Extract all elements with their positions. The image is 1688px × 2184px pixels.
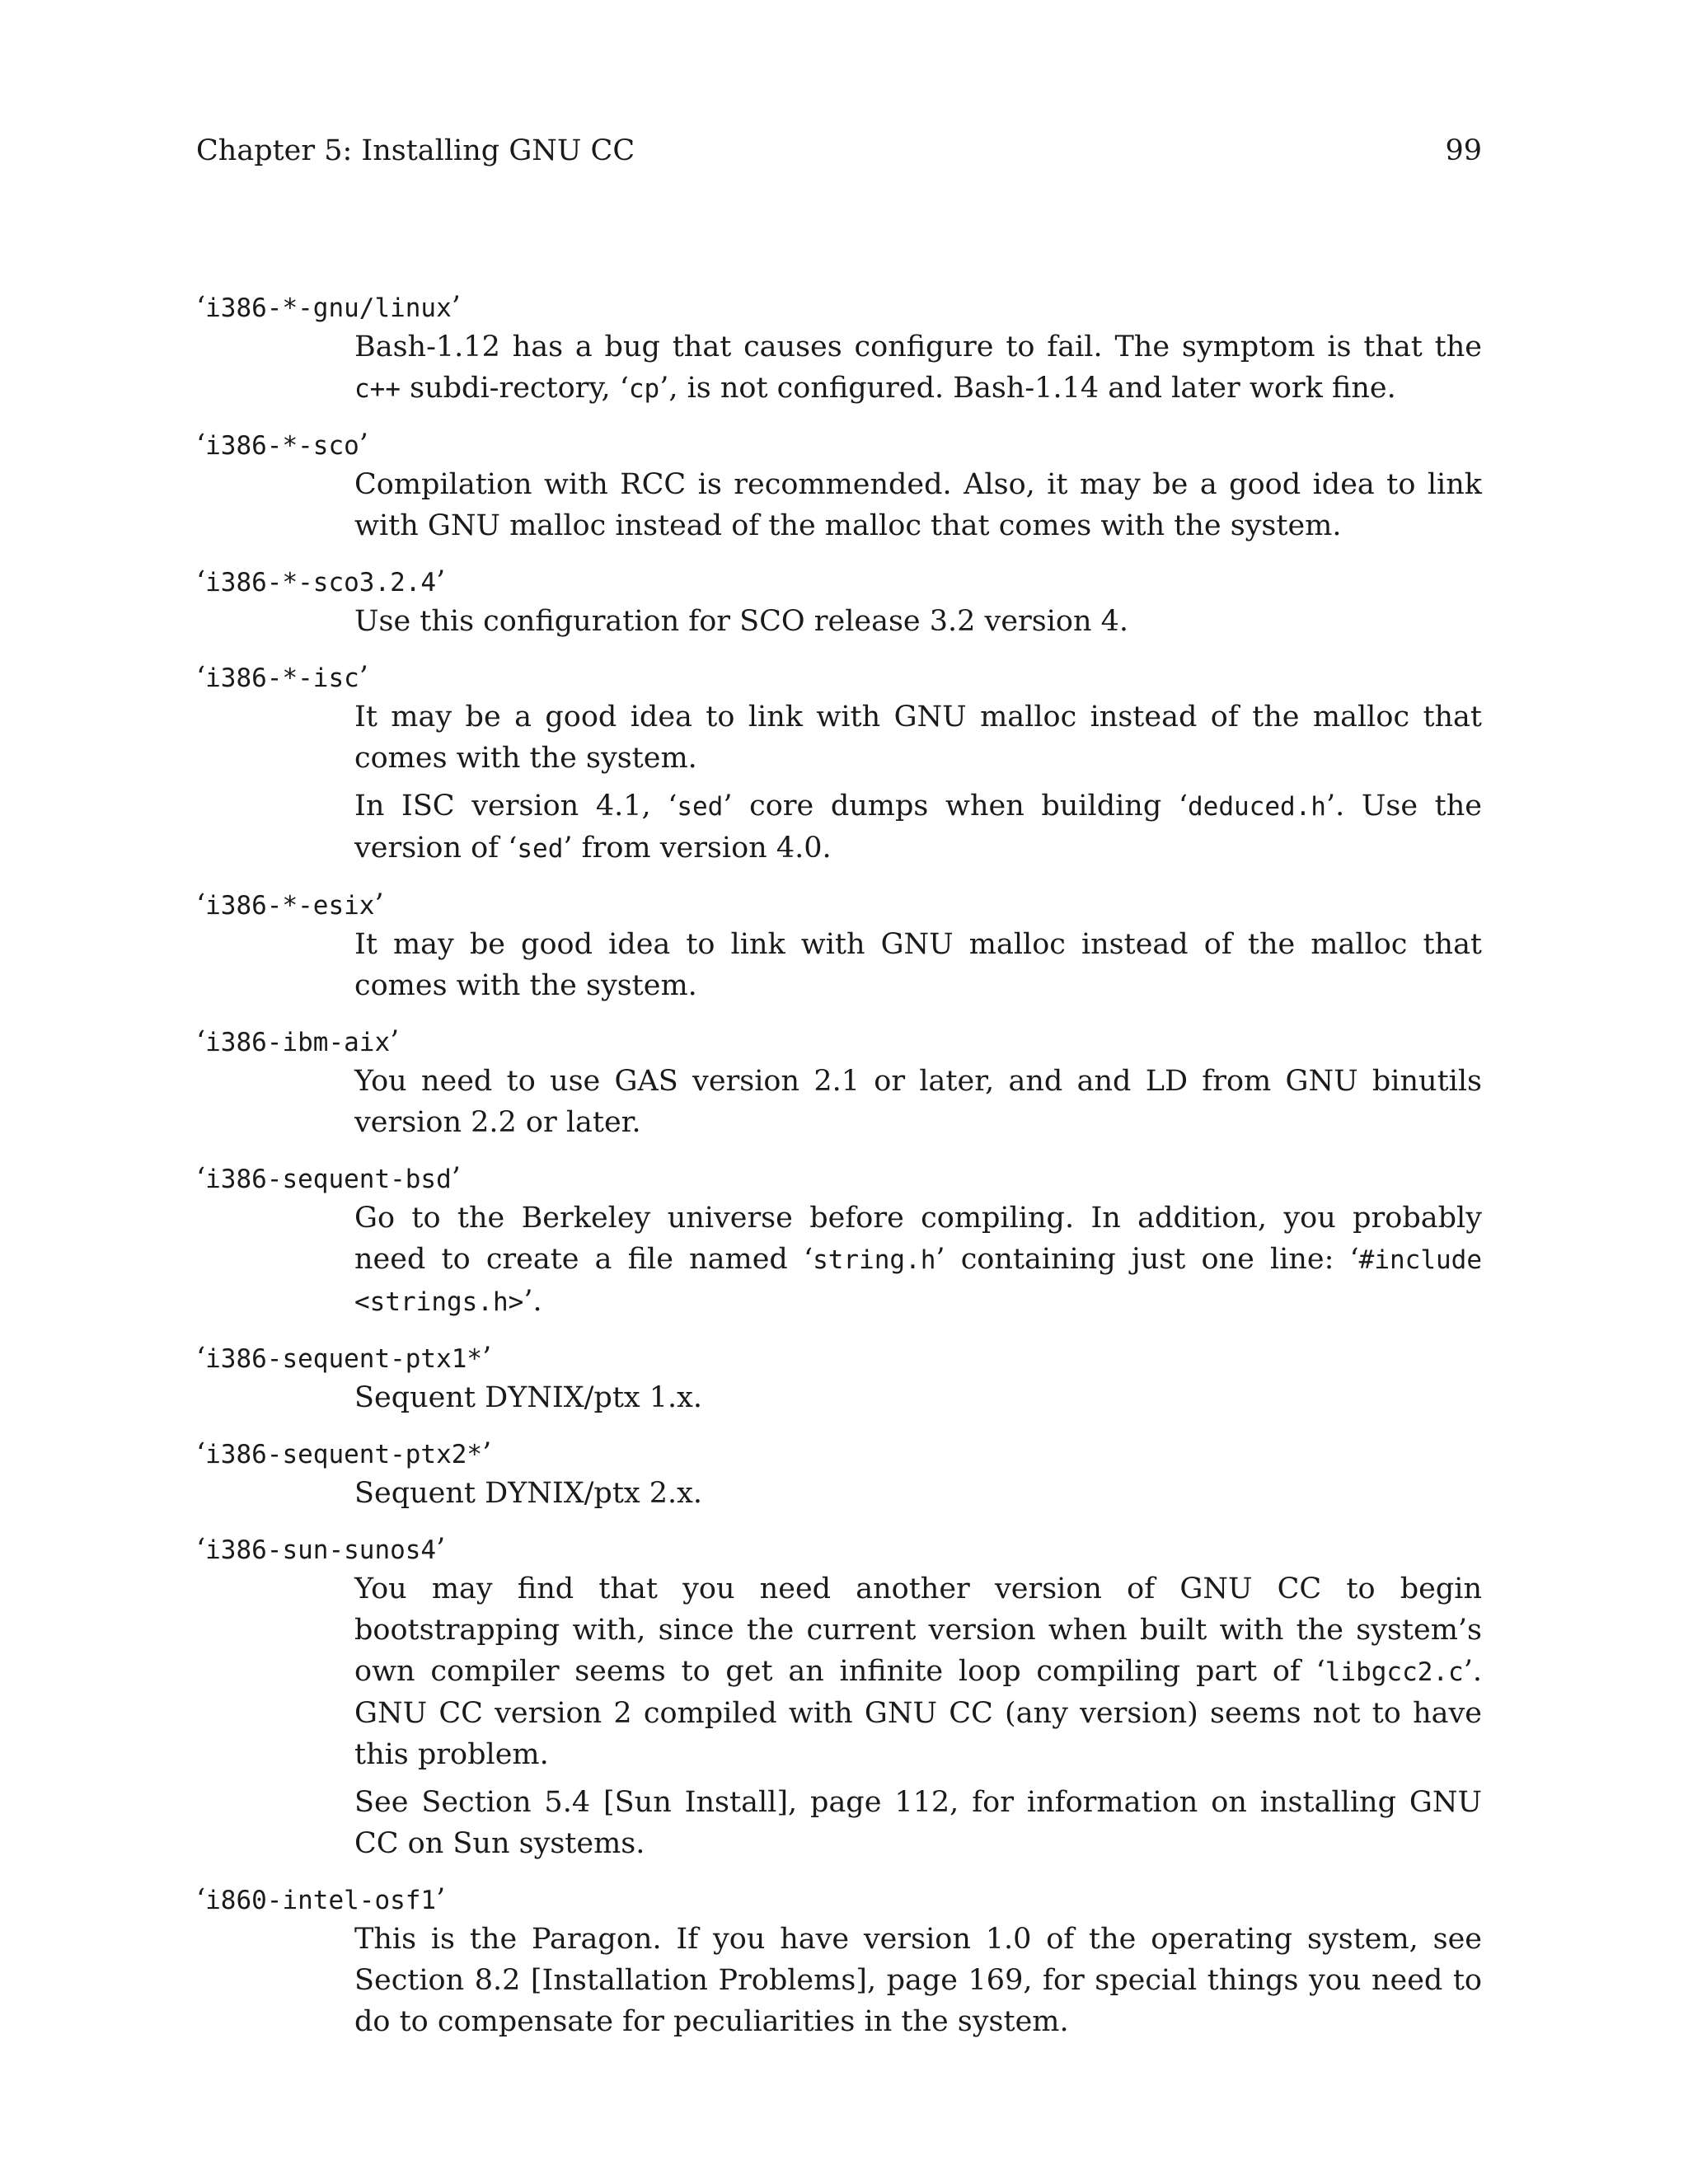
running-header [196, 130, 1482, 171]
configuration-list [196, 288, 1482, 2059]
config-triplet: i386-sequent-ptx2* [205, 1440, 483, 1469]
inline-code: libgcc2.c [1325, 1657, 1464, 1687]
text-run: Compilation with RCC is recommended. Also, it may be a good idea to link with GNU malloc instead of the malloc that comes with the system. [354, 468, 1482, 542]
text-run: It may be a good idea to link with GNU malloc instead of the malloc that comes with the system. [354, 701, 1482, 775]
config-term: ‘i386-*-esix’ [196, 888, 384, 921]
config-description [354, 1377, 1482, 1418]
config-description [354, 1568, 1482, 1775]
config-term: ‘i386-sequent-bsd’ [196, 1162, 461, 1195]
config-entry [196, 1160, 1482, 1323]
config-entry [196, 886, 1482, 1006]
config-description [354, 696, 1482, 779]
config-entry [196, 658, 1482, 869]
text-run: You may find that you need another version of GNU CC to begin bootstrapping with, since the current version when built with the system’s own compiler seems to get an infinite loop compiling part of ‘ [354, 1572, 1482, 1688]
text-run: ’ containing just one line: ‘ [935, 1243, 1359, 1276]
text-run: This is the Paragon. If you have version 1.0 of the operating system, see Section 8.2 [Installation Problems], page 169, for special things you need to do to compensate for peculiarities in the system. [354, 1923, 1482, 2038]
config-description [354, 326, 1482, 410]
config-description [354, 1782, 1482, 1864]
inline-code: sed [517, 834, 564, 864]
inline-code: deduced.h [1188, 792, 1326, 822]
text-run: ’. GNU CC version 2 compiled with GNU CC (any version) seems not to have this problem. [354, 1655, 1482, 1771]
config-triplet: i386-*-sco3.2.4 [205, 568, 437, 598]
config-description [354, 464, 1482, 546]
text-run: You need to use GAS version 2.1 or later, and and LD from GNU binutils version 2.2 or later. [354, 1065, 1482, 1139]
config-description [354, 785, 1482, 869]
config-entry [196, 1023, 1482, 1143]
inline-code: sed [677, 792, 724, 822]
text-run: See Section 5.4 [Sun Install], page 112, for information on installing GNU CC on Sun systems. [354, 1786, 1482, 1860]
text-run: ’. Use the version of ‘ [354, 790, 1482, 865]
config-triplet: i386-*-isc [205, 663, 359, 693]
text-run: Sequent DYNIX/ptx 2.x. [354, 1477, 702, 1510]
text-run: It may be good idea to link with GNU malloc instead of the malloc that comes with the system. [354, 928, 1482, 1002]
config-triplet: i386-*-esix [205, 891, 375, 921]
text-run: Sequent DYNIX/ptx 1.x. [354, 1381, 702, 1414]
config-description [354, 924, 1482, 1006]
text-run: ’ from version 4.0. [563, 832, 832, 865]
config-description [354, 1473, 1482, 1514]
config-description [354, 1197, 1482, 1323]
config-entry [196, 563, 1482, 642]
config-triplet: i386-ibm-aix [205, 1028, 391, 1057]
config-description [354, 1919, 1482, 2042]
page-number: 99 [1445, 134, 1482, 167]
text-run: Use this configuration for SCO release 3.2 version 4. [354, 605, 1129, 638]
config-term: ‘i386-ibm-aix’ [196, 1025, 400, 1058]
inline-code: c++ [354, 374, 401, 404]
config-triplet: i386-sequent-ptx1* [205, 1344, 483, 1374]
config-term: ‘i386-*-sco’ [196, 429, 368, 462]
config-entry [196, 1435, 1482, 1514]
chapter-title: Chapter 5: Installing GNU CC [196, 134, 635, 167]
config-term: ‘i386-*-gnu/linux’ [196, 291, 461, 324]
config-triplet: i386-sun-sunos4 [205, 1535, 437, 1565]
document-page [196, 0, 1482, 2184]
config-term: ‘i386-sequent-ptx2*’ [196, 1437, 492, 1470]
config-triplet: i386-sequent-bsd [205, 1165, 452, 1194]
config-term: ‘i386-sun-sunos4’ [196, 1533, 446, 1566]
config-term: ‘i386-*-isc’ [196, 661, 368, 694]
text-run: In ISC version 4.1, ‘ [354, 790, 678, 823]
config-term: ‘i386-sequent-ptx1*’ [196, 1342, 492, 1375]
config-term: ‘i860-intel-osf1’ [196, 1883, 446, 1916]
config-entry [196, 426, 1482, 546]
inline-code: #include <strings.h> [354, 1245, 1482, 1317]
text-run: ’, is not configured. Bash-1.14 and later work fine. [659, 372, 1396, 405]
text-run: ’ core dumps when building ‘ [723, 790, 1188, 823]
config-entry [196, 288, 1482, 410]
config-triplet: i386-*-gnu/linux [205, 293, 452, 323]
inline-code: string.h [813, 1245, 936, 1275]
config-entry [196, 1530, 1482, 1864]
config-entry [196, 1339, 1482, 1418]
config-entry [196, 1881, 1482, 2042]
text-run: ’. [523, 1285, 542, 1318]
config-term: ‘i386-*-sco3.2.4’ [196, 565, 446, 598]
text-run: Go to the Berkeley universe before compiling. In addition, you probably need to create a file named ‘ [354, 1202, 1482, 1276]
config-description [354, 1061, 1482, 1143]
text-run: subdi-rectory, ‘ [401, 372, 629, 405]
config-triplet: i860-intel-osf1 [205, 1886, 437, 1915]
config-description [354, 601, 1482, 642]
config-triplet: i386-*-sco [205, 431, 359, 461]
inline-code: cp [628, 374, 660, 404]
text-run: Bash-1.12 has a bug that causes configure to fail. The symptom is that the [354, 330, 1482, 363]
